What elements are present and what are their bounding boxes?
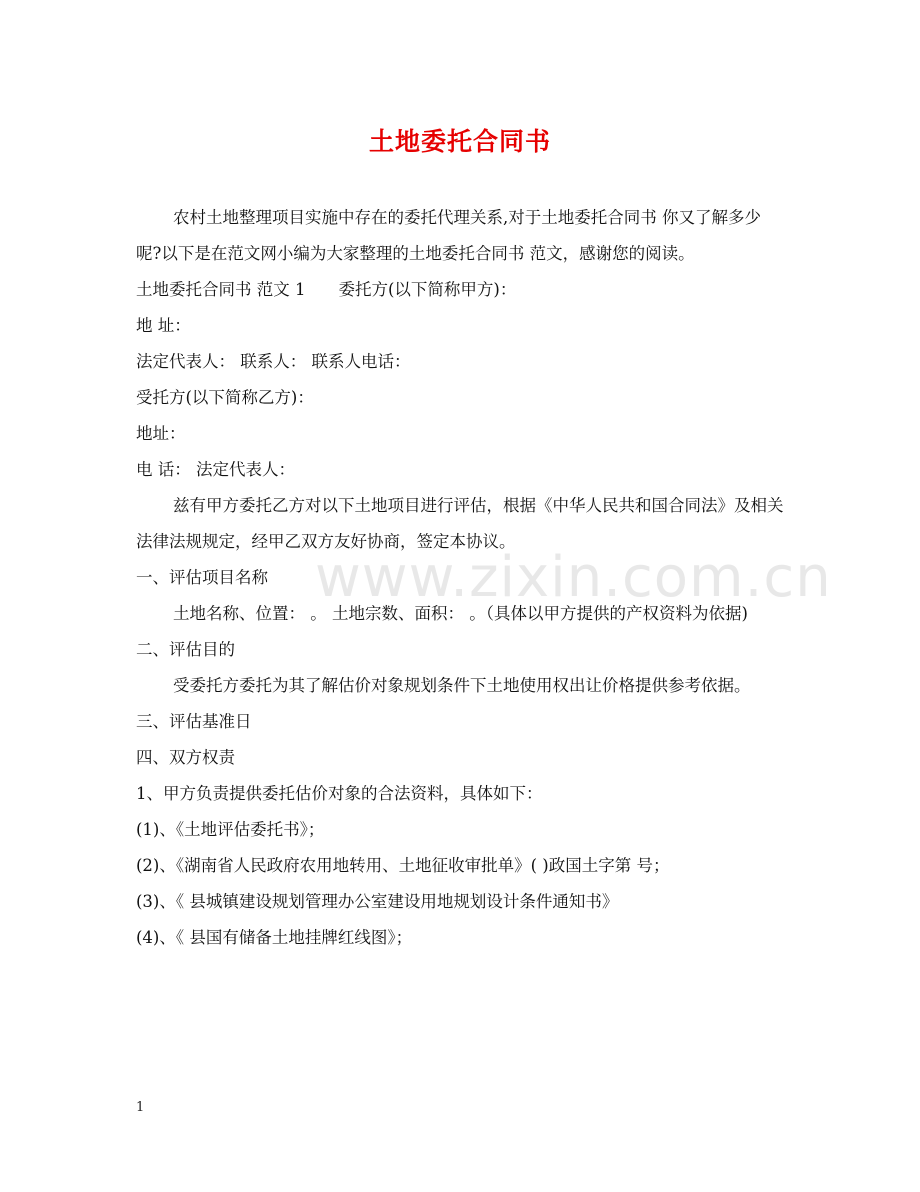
party-b-address: 地址： [136, 424, 186, 443]
document-body [136, 200, 786, 956]
list-item-2: (2)、《湖南省人民政府农用地转用、土地征收审批单》( )政国土字第 号； [136, 856, 670, 875]
party-a-contacts: 法定代表人： 联系人： 联系人电话： [136, 352, 411, 371]
party-b: 受托方(以下简称乙方)： [136, 388, 314, 407]
document-title: 土地委托合同书 [368, 127, 551, 156]
list-item-3: (3)、《 县城镇建设规划管理办公室建设用地规划设计条件通知书》 [136, 892, 619, 911]
paragraph-heading-line: 土地委托合同书 范文 1 委托方(以下简称甲方)： [136, 280, 517, 299]
list-item-1: (1)、《土地评估委托书》； [136, 820, 325, 839]
section2-body: 受委托方委托为其了解估价对象规划条件下土地使用权出让价格提供参考依据。 [173, 676, 751, 695]
section2-title: 二、评估目的 [136, 640, 235, 659]
section4-title: 四、双方权责 [136, 748, 235, 767]
section1-body: 土地名称、位置： 。 土地宗数、面积： 。（具体以甲方提供的产权资料为依据) [173, 604, 748, 623]
section4-item1: 1、甲方负责提供委托估价对象的合法资料，具体如下： [136, 784, 543, 803]
party-b-phone: 电 话： 法定代表人： [136, 460, 295, 479]
paragraph-agreement: 兹有甲方委托乙方对以下土地项目进行评估，根据《中华人民共和国合同法》及相关法律法规规定，经甲乙双方友好协商，签定本协议。 [136, 496, 784, 551]
paragraph-intro: 农村土地整理项目实施中存在的委托代理关系,对于土地委托合同书 你又了解多少呢?以下是在范文网小编为大家整理的土地委托合同书 范文，感谢您的阅读。 [136, 208, 761, 263]
section1-title: 一、评估项目名称 [136, 568, 268, 587]
section3-title: 三、评估基准日 [136, 712, 252, 731]
watermark: www.zixin.com.cn [315, 545, 832, 610]
party-a-address: 地 址： [136, 316, 191, 335]
list-item-4: (4)、《 县国有储备土地挂牌红线图》； [136, 928, 413, 947]
page-number: 1 [136, 1100, 145, 1115]
